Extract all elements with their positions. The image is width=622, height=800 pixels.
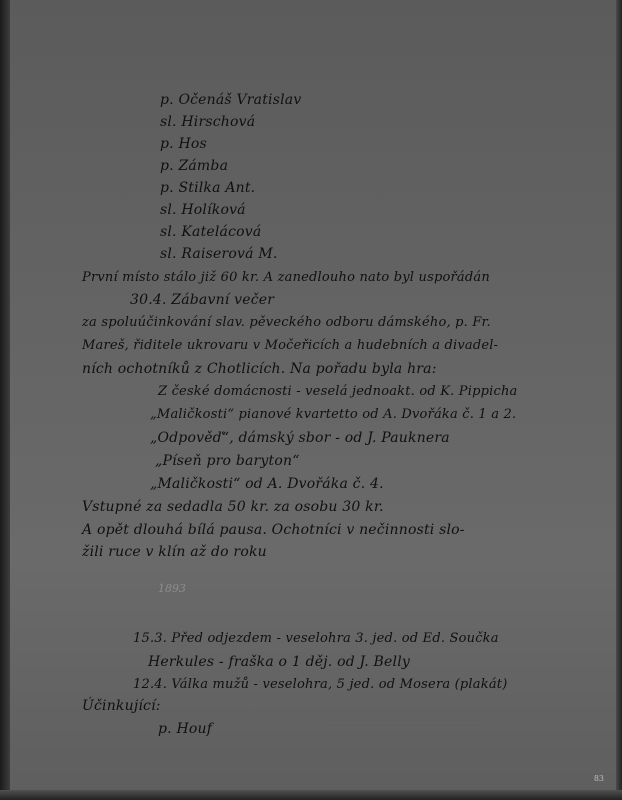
program-line: Z české domácnosti - veselá jednoakt. od K. Pippicha [158,384,518,399]
program-line: „Maličkosti“ pianové kvartetto od A. Dvořáka č. 1 a 2. [150,407,517,422]
cast-line: p. Zámba [160,158,229,174]
event-line: 12.4. Válka mužů - veselohra, 5 jed. od Mosera (plakát) [133,677,508,692]
cast-line: sl. Holíková [160,202,246,218]
program-line: „Píseň pro baryton“ [155,453,300,469]
text-line: ních ochotníků z Chotlicích. Na pořadu byla hra: [82,361,437,377]
page-edge-right [616,0,622,800]
text-line: 30.4. Zábavní večer [130,292,275,308]
text-line: Účinkující: [82,698,161,714]
program-line: „Maličkosti“ od A. Dvořáka č. 4. [150,476,384,492]
page-mark: 83 [593,774,604,783]
text-line: Mareš, řiditele ukrovaru v Močeřicích a hudebních a divadel- [82,338,499,353]
cast-line: p. Stilka Ant. [160,180,256,196]
page-edge-bottom [0,790,622,800]
faint-show-through [330,712,480,723]
cast-line: sl. Raiserová M. [160,246,278,262]
cast-line: sl. Katelácová [160,224,262,240]
cast-line: sl. Hirschová [160,114,256,130]
cast-line: p. Hos [160,136,207,152]
text-line: žili ruce v klín až do roku [82,544,267,560]
cast-line: p. Očenáš Vratislav [160,92,302,108]
text-line: za spoluúčinkování slav. pěveckého odboru dámského, p. Fr. [82,315,491,330]
year-note: 1893 [158,582,186,595]
text-line: A opět dlouhá bílá pausa. Ochotníci v nečinnosti slo- [82,522,465,538]
event-line: Herkules - fraška o 1 děj. od J. Belly [148,654,410,670]
cast-line: p. Houf [158,721,213,737]
text-line: Vstupné za sedadla 50 kr. za osobu 30 kr. [82,499,384,515]
program-line: „Odpověď“, dámský sbor - od J. Pauknera [150,430,450,446]
text-line: První místo stálo již 60 kr. A zanedlouho nato byl uspořádán [82,270,490,285]
binding-edge [0,0,10,800]
event-line: 15.3. Před odjezdem - veselohra 3. jed. od Ed. Součka [133,631,499,646]
